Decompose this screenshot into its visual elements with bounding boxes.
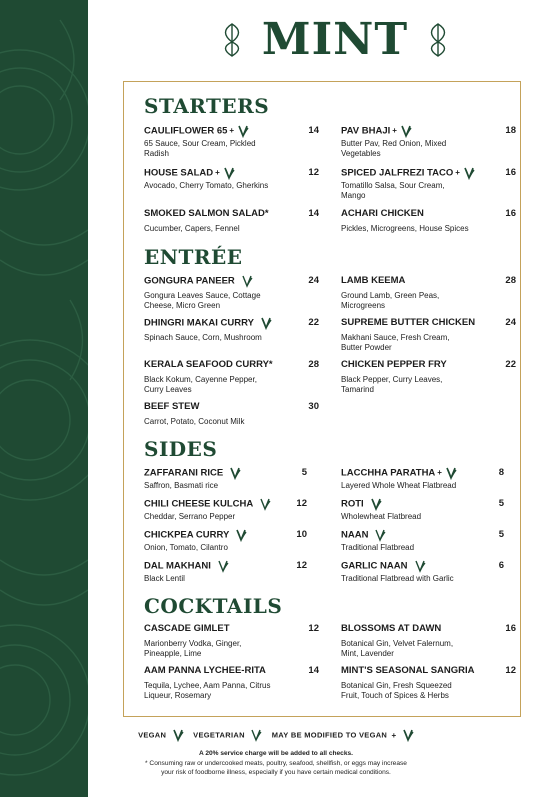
menu-item: CHILI CHEESE KULCHA 12 Cheddar, Serrano Pepper	[144, 498, 307, 521]
vegetarian-leaf-icon	[259, 497, 271, 511]
vegetarian-leaf-icon	[250, 728, 262, 742]
section-title-cocktails: COCKTAILS	[144, 594, 283, 618]
menu-item: BEEF STEW 30 Carrot, Potato, Coconut Milk	[144, 401, 319, 426]
menu-item: CHICKPEA CURRY 10 Onion, Tomato, Cilantro	[144, 529, 307, 552]
menu-item: NAAN 5 Traditional Flatbread	[341, 529, 504, 552]
menu-item: MINT'S SEASONAL SANGRIA 12 Botanical Gin, Fresh Squeezed Fruit, Touch of Spices & Herbs	[341, 665, 516, 700]
consumption-warning: your risk of foodborne illness, especially if you have certain medical conditions.	[161, 769, 391, 776]
menu-item: BLOSSOMS AT DAWN 16 Botanical Gin, Velvet Falernum, Mint, Lavender	[341, 623, 516, 658]
section-title-sides: SIDES	[144, 437, 218, 461]
section-title-starters: STARTERS	[144, 94, 270, 118]
consumption-warning: * Consuming raw or undercooked meats, poultry, seafood, shellfish, or eggs may increase	[145, 760, 407, 767]
vegan-leaf-icon	[172, 728, 184, 742]
menu-item: SPICED JALFREZI TACO + 16 Tomatillo Salsa, Sour Cream, Mango	[341, 167, 516, 200]
menu-item: LAMB KEEMA 28 Ground Lamb, Green Peas, Microgreens	[341, 275, 516, 310]
service-charge-note: A 20% service charge will be added to all checks.	[198, 750, 354, 757]
menu-item: HOUSE SALAD + 12 Avocado, Cherry Tomato, Gherkins	[144, 167, 319, 190]
leaf-emblem-icon	[215, 22, 249, 58]
menu-item: KERALA SEAFOOD CURRY* 28 Black Kokum, Cayenne Pepper, Curry Leaves	[144, 359, 319, 394]
vegetarian-leaf-icon	[374, 528, 386, 542]
vegan-leaf-icon	[260, 316, 272, 330]
menu-item: PAV BHAJI + 18 Butter Pav, Red Onion, Mixed Vegetables	[341, 125, 516, 158]
menu-item: SMOKED SALMON SALAD* 14 Cucumber, Capers, Fennel	[144, 208, 319, 233]
menu-item: CHICKEN PEPPER FRY 22 Black Pepper, Curry Leaves, Tamarind	[341, 359, 516, 394]
vegan-leaf-icon	[463, 166, 475, 180]
menu-item: LACCHHA PARATHA + 8 Layered Whole Wheat Flatbread	[341, 467, 504, 490]
menu-frame	[123, 81, 521, 717]
vegan-leaf-icon	[445, 466, 457, 480]
section-title-entree: ENTRÉE	[144, 245, 243, 269]
legend-vegetarian-label: VEGETARIAN	[193, 730, 245, 740]
menu-item: GARLIC NAAN 6 Traditional Flatbread with Garlic	[341, 560, 504, 583]
menu-item: CAULIFLOWER 65 + 14 65 Sauce, Sour Cream, Pickled Radish	[144, 125, 319, 158]
vegan-leaf-icon	[400, 124, 412, 138]
vegetarian-leaf-icon	[414, 559, 426, 573]
menu-item: ROTI 5 Wholewheat Flatbread	[341, 498, 504, 521]
menu-item: DAL MAKHANI 12 Black Lentil	[144, 560, 307, 583]
menu-item: ACHARI CHICKEN 16 Pickles, Microgreens, House Spices	[341, 208, 516, 233]
brand-logo	[215, 14, 455, 66]
vegan-leaf-icon	[235, 528, 247, 542]
menu-item: GONGURA PANEER 24 Gongura Leaves Sauce, Cottage Cheese, Micro Green	[144, 275, 319, 310]
menu-item: SUPREME BUTTER CHICKEN 24 Makhani Sauce, Fresh Cream, Butter Powder	[341, 317, 516, 352]
vegan-leaf-icon	[237, 124, 249, 138]
legend-modified-label: MAY BE MODIFIED TO VEGAN	[271, 730, 388, 740]
vegan-leaf-icon	[370, 497, 382, 511]
menu-item: ZAFFARANI RICE 5 Saffron, Basmati rice	[144, 467, 307, 490]
menu-item: AAM PANNA LYCHEE-RITA 14 Tequila, Lychee, Aam Panna, Citrus Liqueur, Rosemary	[144, 665, 319, 700]
leaf-emblem-icon	[421, 22, 455, 58]
decorative-side-panel	[0, 0, 88, 797]
vegan-leaf-icon	[223, 166, 235, 180]
modified-vegan-leaf-icon	[402, 728, 414, 742]
menu-item: DHINGRI MAKAI CURRY 22 Spinach Sauce, Corn, Mushroom	[144, 317, 319, 342]
vegan-leaf-icon	[229, 466, 241, 480]
vegetarian-leaf-icon	[241, 274, 253, 288]
legend-vegan-label: VEGAN	[138, 730, 167, 740]
vegetarian-leaf-icon	[217, 559, 229, 573]
menu-item: CASCADE GIMLET 12 Marionberry Vodka, Ginger, Pineapple, Lime	[144, 623, 319, 658]
diet-legend: VEGAN VEGETARIAN MAY BE MODIFIED TO VEGAN +	[0, 728, 552, 742]
mandala-pattern	[0, 0, 88, 797]
brand-name: MINT	[261, 14, 409, 65]
